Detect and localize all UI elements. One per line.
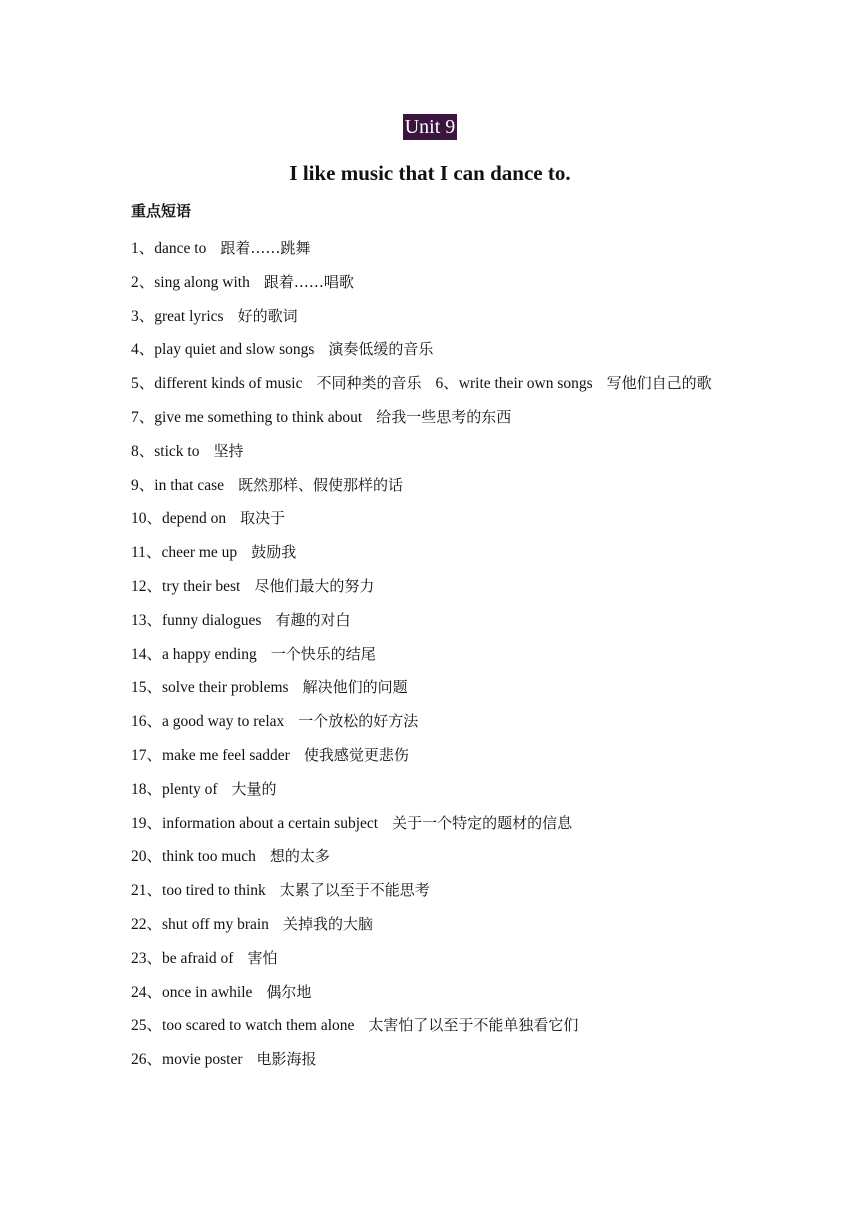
phrase-english: funny dialogues (162, 611, 262, 629)
phrase-english: shut off my brain (162, 915, 269, 933)
phrase-chinese: 太害怕了以至于不能单独看它们 (368, 1016, 579, 1035)
phrase-item (131, 807, 741, 841)
phrase-number: 13、 (131, 611, 163, 629)
phrase-chinese: 使我感觉更悲伤 (303, 745, 409, 764)
phrase-item (131, 874, 741, 908)
phrase-number: 3、 (131, 307, 155, 325)
phrase-chinese: 一个快乐的结尾 (270, 644, 376, 663)
phrase-english: great lyrics (154, 307, 224, 325)
phrase-item (131, 908, 741, 942)
phrase-item (131, 232, 741, 266)
phrase-chinese: 偶尔地 (266, 982, 312, 1001)
phrase-item (131, 502, 741, 536)
phrase-item (131, 942, 741, 976)
phrase-english: try their best (162, 577, 241, 595)
phrase-chinese: 既然那样、假使那样的话 (238, 475, 404, 494)
phrase-number: 1、 (131, 240, 155, 257)
phrase-number: 20、 (131, 848, 163, 866)
phrase-chinese: 电影海报 (256, 1050, 317, 1069)
phrase-english: a happy ending (162, 645, 257, 663)
phrase-number: 2、 (131, 273, 155, 291)
phrase-item (131, 401, 741, 435)
phrase-english: think too much (162, 848, 256, 866)
phrase-english: write their own songs (458, 375, 593, 393)
phrase-number: 25、 (131, 1017, 163, 1035)
phrase-english: a good way to relax (162, 713, 285, 731)
phrase-number: 4、 (131, 341, 155, 359)
phrase-english: plenty of (162, 780, 218, 798)
phrase-english: depend on (162, 510, 227, 528)
phrase-item (131, 638, 741, 672)
phrase-number: 21、 (131, 882, 163, 900)
phrase-chinese: 想的太多 (269, 847, 330, 866)
phrase-number: 14、 (131, 645, 163, 663)
phrase-english: make me feel sadder (162, 746, 290, 764)
phrase-item (131, 1043, 741, 1077)
phrase-english: once in awhile (162, 983, 253, 1001)
phrase-english: in that case (154, 476, 224, 494)
phrase-number: 15、 (131, 679, 163, 697)
phrase-english: too scared to watch them alone (162, 1017, 355, 1035)
phrase-chinese: 鼓励我 (251, 543, 297, 562)
phrase-chinese: 关于一个特定的题材的信息 (392, 813, 573, 832)
page-title: I like music that I can dance to. (289, 161, 571, 185)
phrase-number: 9、 (131, 476, 155, 494)
phrase-number: 7、 (131, 408, 155, 426)
phrase-number: 12、 (131, 577, 163, 595)
phrase-english: stick to (154, 442, 200, 460)
phrase-chinese: 不同种类的音乐 (316, 374, 422, 393)
phrase-chinese: 一个放松的好方法 (298, 712, 419, 731)
phrase-chinese: 好的歌词 (237, 306, 298, 325)
phrase-english: be afraid of (162, 949, 234, 967)
phrase-chinese: 跟着……唱歌 (263, 272, 354, 291)
phrase-number: 10、 (131, 510, 163, 528)
phrase-number: 5、 (131, 375, 155, 393)
phrase-number: 19、 (131, 814, 163, 832)
phrase-item (131, 570, 741, 604)
phrase-item (131, 773, 741, 807)
phrase-item (131, 266, 741, 300)
phrase-number: 23、 (131, 949, 163, 967)
phrase-item (131, 1077, 741, 1111)
phrase-chinese: 坚持 (213, 441, 244, 460)
unit-label: Unit 9 (404, 116, 456, 138)
phrase-number: 17、 (131, 746, 163, 764)
phrase-item (131, 671, 741, 705)
phrase-number: 26、 (131, 1051, 163, 1069)
phrase-number: 22、 (131, 915, 163, 933)
phrase-chinese: 害怕 (247, 948, 278, 967)
phrase-number: 11、 (131, 544, 162, 562)
phrase-chinese: 写他们自己的歌 (606, 374, 712, 393)
unit-heading (0, 114, 860, 140)
phrase-item (131, 840, 741, 874)
phrase-item (131, 976, 741, 1010)
phrase-item (131, 367, 741, 401)
phrase-chinese: 给我一些思考的东西 (376, 407, 512, 426)
phrase-chinese: 有趣的对白 (275, 610, 351, 629)
phrase-chinese: 太累了以至于不能思考 (279, 881, 430, 900)
phrase-list (131, 232, 741, 1111)
phrase-number: 6、 (435, 375, 459, 393)
phrase-number: 16、 (131, 713, 163, 731)
phrase-english: cheer me up (161, 544, 238, 562)
phrase-number: 18、 (131, 780, 163, 798)
phrase-english: different kinds of music (154, 375, 303, 393)
phrase-chinese: 跟着……跳舞 (220, 239, 311, 257)
phrase-english: information about a certain subject (162, 814, 379, 832)
section-heading: 重点短语 (131, 202, 192, 220)
phrase-item (131, 1009, 741, 1043)
phrase-english: play quiet and slow songs (154, 341, 315, 359)
phrase-chinese: 关掉我的大脑 (282, 914, 373, 933)
phrase-english: sing along with (154, 273, 250, 291)
phrase-english: too tired to think (162, 882, 266, 900)
phrase-item (131, 604, 741, 638)
phrase-item (131, 333, 741, 367)
phrase-item (131, 435, 741, 469)
phrase-number: 8、 (131, 442, 155, 460)
phrase-item (131, 300, 741, 334)
phrase-chinese: 演奏低缓的音乐 (328, 340, 434, 359)
phrase-chinese: 大量的 (231, 779, 277, 798)
phrase-item (131, 469, 741, 503)
phrase-number: 24、 (131, 983, 163, 1001)
phrase-english: dance to (154, 240, 207, 257)
phrase-item (131, 705, 741, 739)
phrase-chinese: 取决于 (240, 509, 286, 528)
phrase-english: movie poster (162, 1051, 243, 1069)
phrase-english: solve their problems (162, 679, 289, 697)
phrase-item (131, 739, 741, 773)
phrase-chinese: 尽他们最大的努力 (254, 576, 375, 595)
phrase-english: give me something to think about (154, 408, 363, 426)
phrase-chinese: 解决他们的问题 (302, 678, 408, 697)
phrase-item (131, 536, 741, 570)
